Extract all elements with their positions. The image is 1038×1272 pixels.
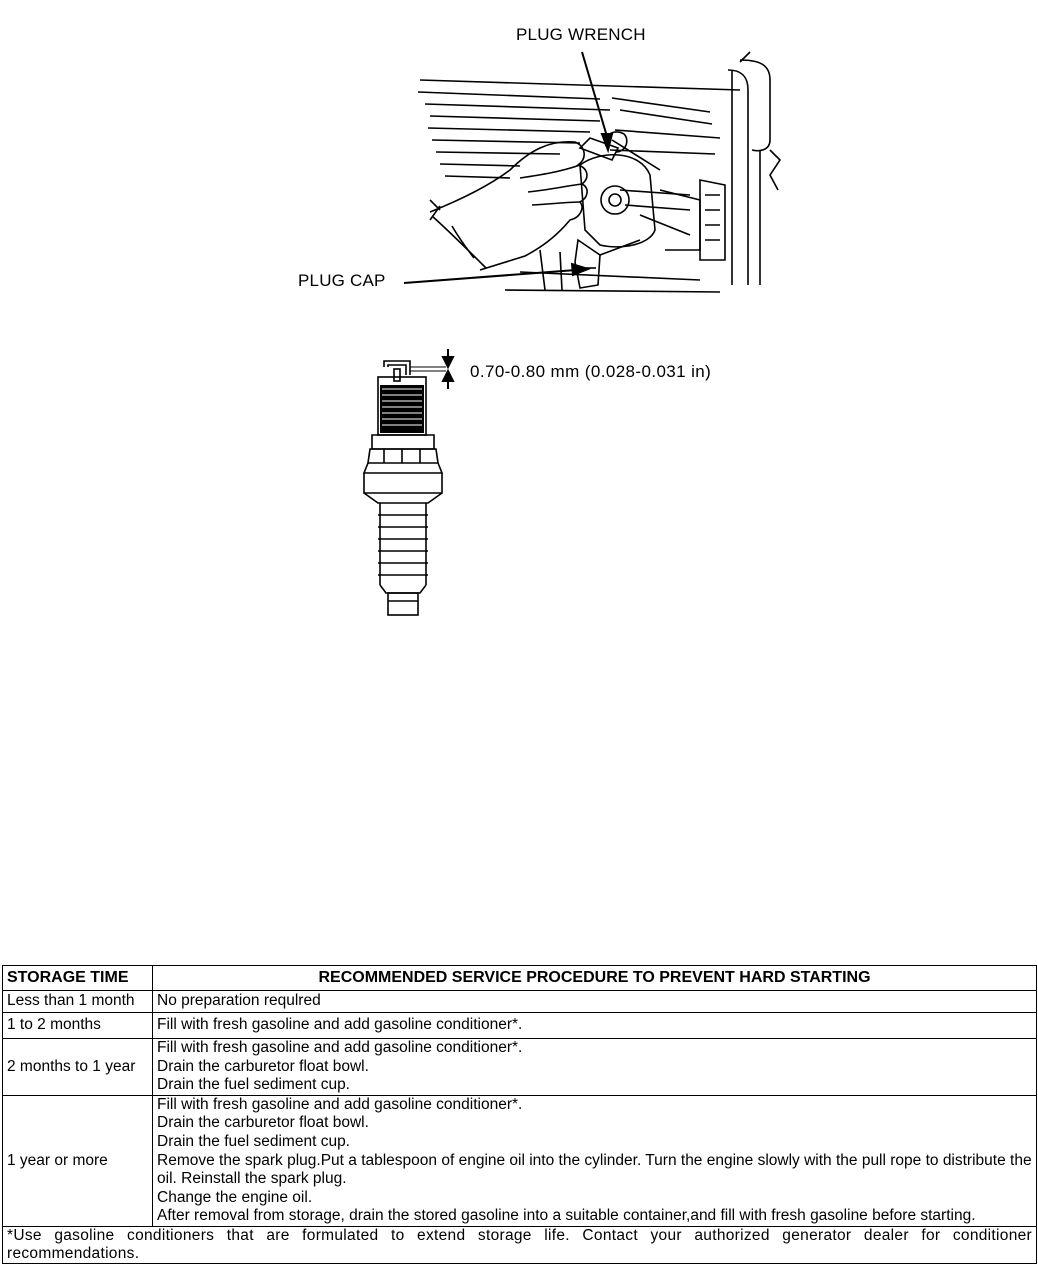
row-procedure (153, 1013, 1037, 1039)
storage-table (2, 965, 1037, 1264)
spark-plug-drawing (350, 345, 460, 620)
procedure-line: Drain the carburetor float bowl. (157, 1114, 369, 1132)
row-storage-time: 1 year or more (3, 1095, 153, 1226)
procedure-line: Drain the fuel sediment cup. (157, 1076, 350, 1094)
plug-wrench-label: PLUG WRENCH (516, 25, 646, 44)
row-storage-time: Less than 1 month (3, 991, 153, 1013)
engine-drawing (0, 0, 1038, 300)
table-row (3, 1095, 1037, 1226)
procedure-line: After removal from storage, drain the stored gasoline into a suitable container,and fill with fresh gasoline before starting. (157, 1207, 976, 1225)
procedure-line: No preparation requlred (157, 992, 321, 1010)
table-row (3, 1039, 1037, 1096)
row-storage-time: 2 months to 1 year (3, 1039, 153, 1096)
row-procedure (153, 1095, 1037, 1226)
footnote-row (3, 1226, 1037, 1263)
procedure-line: Drain the fuel sediment cup. (157, 1132, 350, 1150)
gap-spec-label: 0.70-0.80 mm (0.028-0.031 in) (470, 362, 712, 381)
row-storage-time: 1 to 2 months (3, 1013, 153, 1039)
procedure-line: Remove the spark plug.Put a tablespoon of engine oil into the cylinder. Turn the engine slowly with the pull rope to distribute the oil. Reinstall the spark plug. (157, 1151, 1032, 1188)
procedure-line: Drain the carburetor float bowl. (157, 1057, 369, 1075)
procedure-line: Fill with fresh gasoline and add gasoline conditioner*. (157, 1039, 523, 1056)
table-header-row (3, 966, 1037, 991)
header-procedure: RECOMMENDED SERVICE PROCEDURE TO PREVENT HARD STARTING (153, 966, 1037, 991)
table-row (3, 991, 1037, 1013)
engine-illustration (0, 0, 1038, 300)
table-row (3, 1013, 1037, 1039)
footnote: *Use gasoline conditioners that are formulated to extend storage life. Contact your authorized generator dealer for conditioner recommendations. (3, 1226, 1037, 1263)
procedure-line: Change the engine oil. (157, 1188, 313, 1206)
row-procedure (153, 991, 1037, 1013)
spark-plug-illustration (350, 345, 460, 620)
plug-cap-label: PLUG CAP (298, 271, 386, 290)
procedure-line: Fill with fresh gasoline and add gasoline conditioner*. (157, 1016, 523, 1034)
row-procedure (153, 1039, 1037, 1096)
header-storage-time: STORAGE TIME (3, 966, 153, 991)
procedure-line: Fill with fresh gasoline and add gasoline conditioner*. (157, 1095, 523, 1113)
